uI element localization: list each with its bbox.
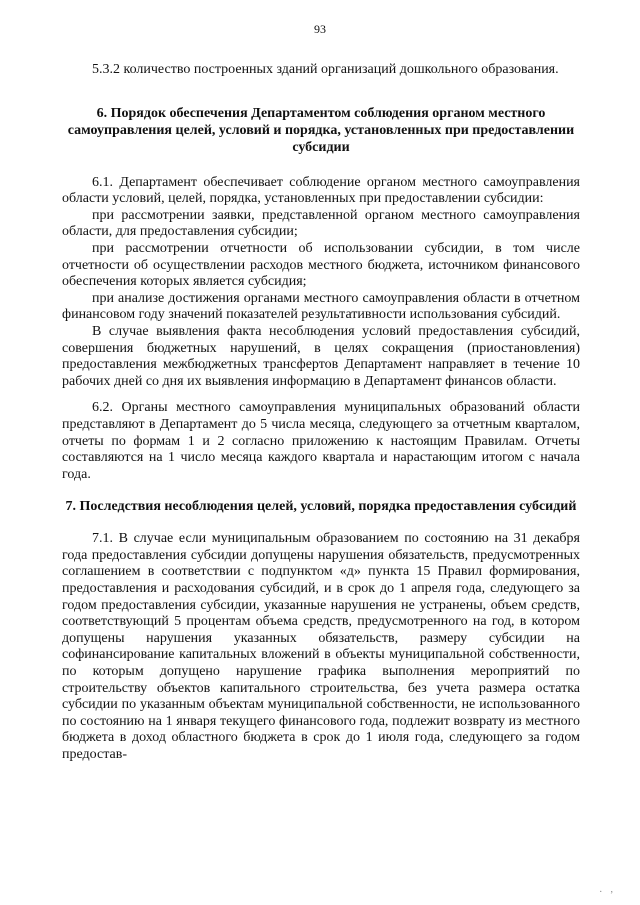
paragraph-6-2: 6.2. Органы местного самоуправления муниципальных образований области представляют в Департамент до 5 числа месяца, следующего за отчетным кварталом, отчеты по формам 1 и 2 согласно приложению к настоящим Правилам. Отчеты составляются на 1 число месяца каждого квартала и нарастающим итогом с начала года. xyxy=(62,400,580,482)
paragraph-5-3-2: 5.3.2 количество построенных зданий организаций дошкольного образования. xyxy=(92,62,559,77)
section-7-heading: 7. Последствия несоблюдения целей, условий, порядка предоставления субсидий xyxy=(65,499,577,515)
paragraph-analysis: при анализе достижения органами местного самоуправления области в отчетном финансовом году значений показателей результативности использования субсидий. xyxy=(62,290,580,323)
corner-mark: . , xyxy=(599,884,616,895)
document-body xyxy=(62,62,580,764)
paragraph-reporting: при рассмотрении отчетности об использовании субсидии, в том числе отчетности об осуществлении расходов местного бюджета, источником финансового обеспечения которых является субсидия; xyxy=(62,240,580,290)
paragraph-7-1: 7.1. В случае если муниципальным образованием по состоянию на 31 декабря года предоставления субсидии допущены нарушения обязательств, предусмотренных соглашением в соответствии с подпунктом «д» пункта 15 Правил формирования, предоставления и расходования субсидий, и в срок до 1 апреля года, следующего за годом предоставления субсидии, указанные нарушения не устранены, объем средств, соответствующий 5 процентам объема средств, предусмотренного на год, в котором допущены нарушения указанных обязательств, размеру субсидии на софинансирование капитальных вложений в объекты муниципальной собственности, по которым допущено нарушение графика выполнения мероприятий по строительству объектов капитального строительства, без учета размера остатка субсидии по указанным объектам муниципальной собственности, не использованного по состоянию на 1 января текущего финансового года, подлежит возврату из местного бюджета в доход областного бюджета в срок до 1 июля года, следующего за годом предостав- xyxy=(62,531,580,762)
paragraph-6-1: 6.1. Департамент обеспечивает соблюдение органом местного самоуправления области условий, целей, порядка, установленных при предоставлении субсидии: xyxy=(62,174,580,207)
paragraph-application: при рассмотрении заявки, представленной органом местного самоуправления области, для предоставления субсидии; xyxy=(62,207,580,240)
paragraph-violation: В случае выявления факта несоблюдения условий предоставления субсидий, совершения бюджетных нарушений, в целях сокращения (приостановления) предоставления межбюджетных трансфертов Департамент направляет в течение 10 рабочих дней со дня их выявления информацию в Департамент финансов области. xyxy=(62,323,580,389)
section-6-heading: 6. Порядок обеспечения Департаментом соблюдения органом местного самоуправления целей, условий и порядка, установленных при предоставлении субсидии xyxy=(67,105,575,155)
page-number: 93 xyxy=(314,22,326,36)
